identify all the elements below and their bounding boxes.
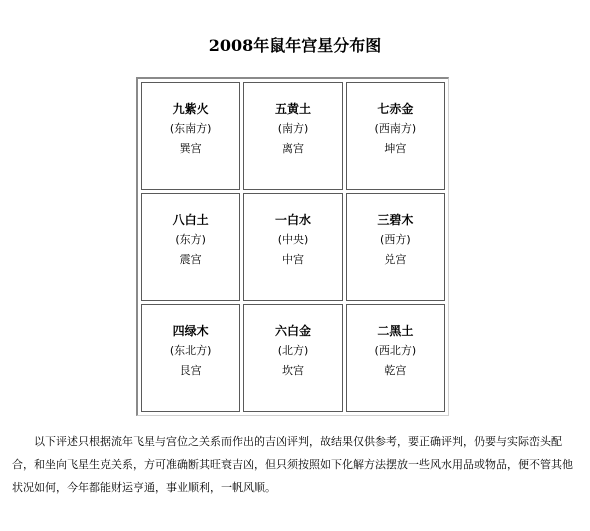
palace-name: 兑宫 xyxy=(384,253,407,266)
star-name: 六白金 xyxy=(274,324,311,338)
palace-name: 坤宫 xyxy=(384,142,407,155)
grid-cell-southwest xyxy=(346,82,445,190)
direction-label: (东北方) xyxy=(169,344,212,357)
grid-cell-north xyxy=(243,304,342,412)
palace-name: 离宫 xyxy=(281,142,304,155)
star-name: 一白水 xyxy=(274,213,311,227)
direction-label: (北方) xyxy=(277,344,309,357)
star-name: 九紫火 xyxy=(172,102,209,116)
direction-label: (东方) xyxy=(175,233,206,246)
palace-name: 乾宫 xyxy=(384,364,407,377)
palace-name: 中宫 xyxy=(281,253,304,266)
palace-name: 艮宫 xyxy=(179,364,202,377)
grid-cell-northwest xyxy=(346,304,445,412)
direction-label: (西南方) xyxy=(374,122,417,135)
direction-label: (中央) xyxy=(277,233,309,246)
palace-name: 震宫 xyxy=(179,253,202,266)
star-name: 八白土 xyxy=(172,213,209,227)
commentary-paragraph: 以下评述只根据流年飞星与宫位之关系而作出的吉凶评判，故结果仅供参考，要正确评判，仍要与实际峦头配合，和坐向飞星生克关系，方可准确断其旺衰吉凶，但只须按照如下化解方法摆放一些风水用品或物品，便不管其他状况如何，今年都能财运亨通，事业顺利，一帆风顺。 xyxy=(12,435,573,494)
palace-name: 巽宫 xyxy=(179,142,202,155)
grid-cell-southeast xyxy=(141,82,240,190)
grid-cell-center xyxy=(243,193,342,301)
grid-cell-northeast xyxy=(141,304,240,412)
grid-cell-south xyxy=(243,82,342,190)
grid-cell-east xyxy=(141,193,240,301)
direction-label: (东南方) xyxy=(169,122,212,135)
palace-name: 坎宫 xyxy=(281,364,304,377)
star-name: 五黄土 xyxy=(274,102,311,116)
direction-label: (西北方) xyxy=(374,344,417,357)
star-name: 七赤金 xyxy=(377,102,414,116)
palace-star-grid xyxy=(136,77,449,416)
page-title: 2008年鼠年宫星分布图 xyxy=(208,36,382,55)
direction-label: (南方) xyxy=(277,122,309,135)
direction-label: (西方) xyxy=(380,233,411,246)
star-name: 四绿木 xyxy=(172,324,209,338)
grid-cell-west xyxy=(346,193,445,301)
star-name: 二黑土 xyxy=(377,324,414,338)
star-name: 三碧木 xyxy=(377,213,414,227)
